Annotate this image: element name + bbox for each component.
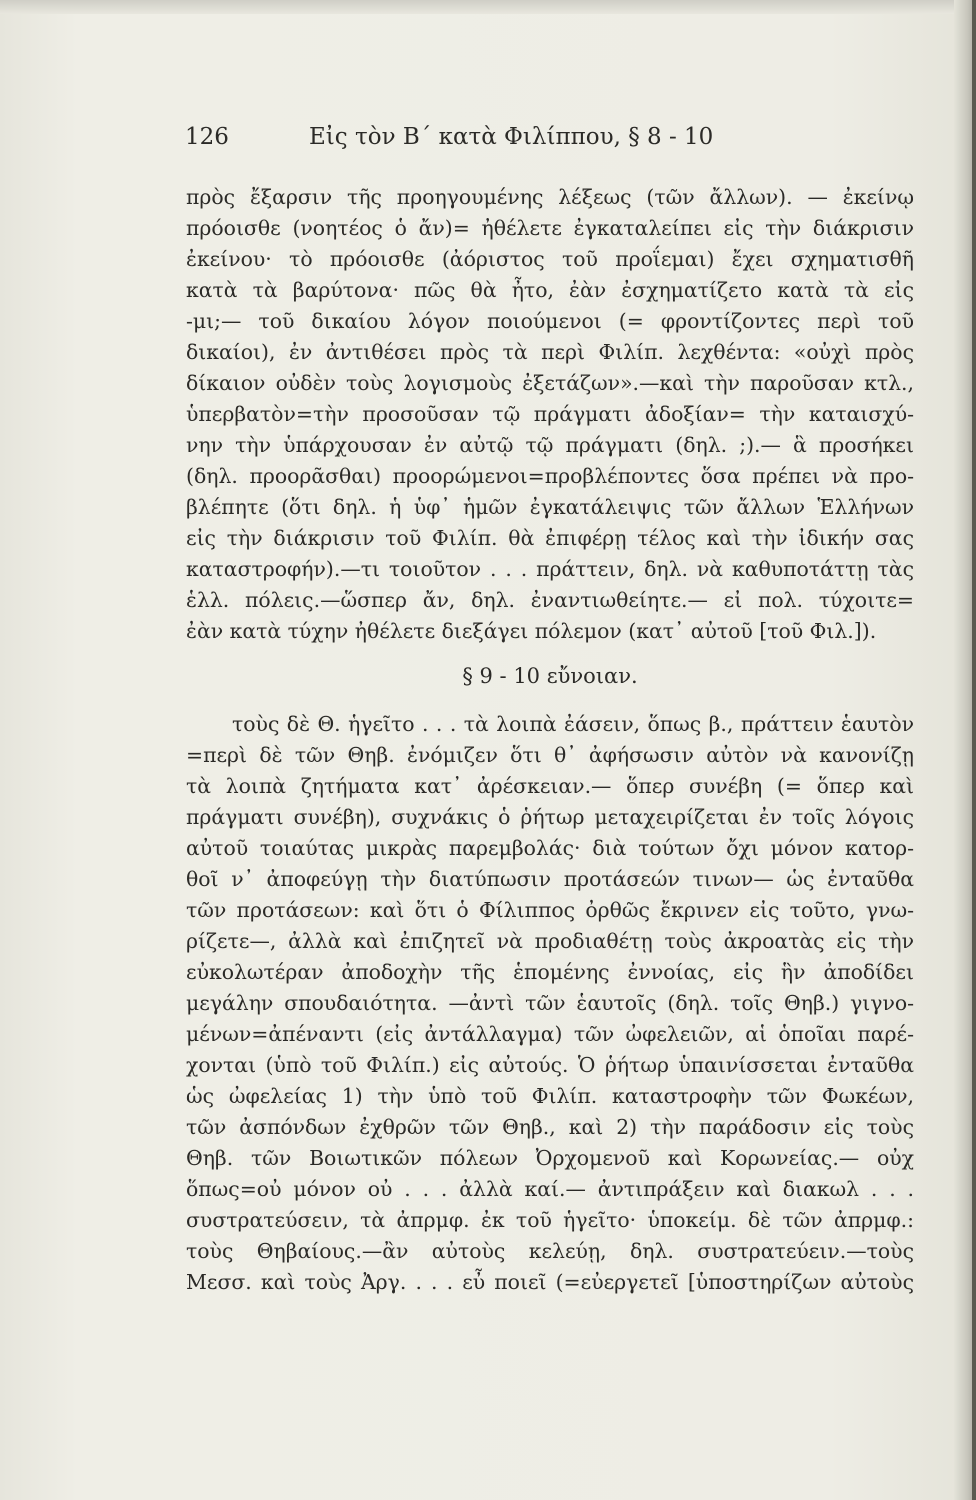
text-line: τὰ λοιπὰ ζητήματα κατ᾽ ἀρέσκειαν.— ὅπερ συνέβη (= ὅπερ καὶ bbox=[186, 774, 914, 798]
text-line: (δηλ. προορᾶσθαι) προορώμενοι=προβλέποντες ὅσα πρέπει νὰ προ- bbox=[186, 464, 914, 488]
page-top-shadow bbox=[0, 0, 976, 14]
scan-edge bbox=[972, 0, 976, 1500]
text-line: ὑπερβατὸν=τὴν προσοῦσαν τῷ πράγματι ἀδοξίαν= τὴν καταισχύ- bbox=[186, 402, 914, 426]
running-title: Εἰς τὸν Β΄ κατὰ Φιλίππου, § 8 - 10 bbox=[309, 124, 714, 150]
text-line: συστρατεύσειν, τὰ ἀπρμφ. ἐκ τοῦ ἡγεῖτο· ὑποκείμ. δὲ τῶν ἀπρμφ.: bbox=[186, 1208, 914, 1232]
commentary-text bbox=[186, 182, 914, 1298]
text-line: τῶν προτάσεων: καὶ ὅτι ὁ Φίλιππος ὀρθῶς ἔκρινεν εἰς τοῦτο, γνω- bbox=[186, 898, 914, 922]
text-line: Θηβ. τῶν Βοιωτικῶν πόλεων Ὀρχομενοῦ καὶ Κορωνείας.— οὐχ bbox=[186, 1146, 914, 1170]
text-line: δίκαιον οὐδὲν τοὺς λογισμοὺς ἐξετάζων».—καὶ τὴν παροῦσαν κτλ., bbox=[186, 371, 914, 395]
text-line: πρὸς ἔξαρσιν τῆς προηγουμένης λέξεως (τῶν ἄλλων). — ἐκείνῳ bbox=[186, 185, 914, 209]
text-line: τοὺς Θηβαίους.—ἂν αὐτοὺς κελεύῃ, δηλ. συστρατεύειν.—τοὺς bbox=[186, 1239, 914, 1263]
text-line: μεγάλην σπουδαιότητα. —ἀντὶ τῶν ἑαυτοῖς (δηλ. τοῖς Θηβ.) γιγνο- bbox=[186, 991, 914, 1015]
text-line: τῶν ἀσπόνδων ἐχθρῶν τῶν Θηβ., καὶ 2) τὴν παράδοσιν εἰς τοὺς bbox=[186, 1115, 914, 1139]
text-line: ἐὰν κατὰ τύχην ἠθέλετε διεξάγει πόλεμον (κατ᾽ αὐτοῦ [τοῦ Φιλ.]). bbox=[186, 619, 877, 643]
text-line: νην τὴν ὑπάρχουσαν ἐν αὐτῷ τῷ πράγματι (δηλ. ;).— ἃ προσήκει bbox=[186, 433, 914, 457]
text-line: αὐτοῦ τοιαύτας μικρὰς παρεμβολάς· διὰ τούτων ὄχι μόνον κατορ- bbox=[186, 836, 914, 860]
text-line: ὡς ὠφελείας 1) τὴν ὑπὸ τοῦ Φιλίπ. καταστροφὴν τῶν Φωκέων, bbox=[186, 1084, 914, 1108]
section-8-paragraph bbox=[186, 182, 914, 647]
section-9-10-paragraph bbox=[186, 709, 914, 1298]
text-line: =περὶ δὲ τῶν Θηβ. ἐνόμιζεν ὅτι θ᾽ ἀφήσωσιν αὐτὸν νὰ κανονίζῃ bbox=[186, 743, 914, 767]
section-heading: § 9 - 10 εὔνοιαν. bbox=[462, 664, 638, 688]
text-line: καταστροφήν).—τι τοιοῦτον . . . πράττειν, δηλ. νὰ καθυποτάττῃ τὰς bbox=[186, 557, 914, 581]
running-header bbox=[185, 124, 765, 158]
text-line: πρόοισθε (νοητέος ὁ ἄν)= ἠθέλετε ἐγκαταλείπει εἰς τὴν διάκρισιν bbox=[186, 216, 914, 240]
text-line: ἐκείνου· τὸ πρόοισθε (ἀόριστος τοῦ προΐεμαι) ἔχει σχηματισθῆ bbox=[186, 247, 914, 271]
text-line: πράγματι συνέβη), συχνάκις ὁ ῥήτωρ μεταχειρίζεται ἐν τοῖς λόγοις bbox=[186, 805, 914, 829]
text-line: δικαίοι), ἐν ἀντιθέσει πρὸς τὰ περὶ Φιλίπ. λεχθέντα: «οὐχὶ πρὸς bbox=[186, 340, 914, 364]
text-line: ὅπως=οὐ μόνον οὐ . . . ἀλλὰ καί.— ἀντιπράξειν καὶ διακωλ . . . bbox=[186, 1177, 914, 1201]
text-line: ρίζετε—, ἀλλὰ καὶ ἐπιζητεῖ νὰ προδιαθέτῃ τοὺς ἀκροατὰς εἰς τὴν bbox=[186, 929, 914, 953]
text-line: τοὺς δὲ Θ. ἡγεῖτο . . . τὰ λοιπὰ ἐάσειν, ὅπως β., πράττειν ἑαυτὸν bbox=[232, 712, 914, 736]
text-line: κατὰ τὰ βαρύτονα· πῶς θὰ ἦτο, ἐὰν ἐσχηματίζετο κατὰ τὰ εἰς bbox=[186, 278, 914, 302]
text-line: εὐκολωτέραν ἀποδοχὴν τῆς ἑπομένης ἐννοίας, εἰς ἣν ἀποδίδει bbox=[186, 960, 914, 984]
text-line: -μι;— τοῦ δικαίου λόγον ποιούμενοι (= φροντίζοντες περὶ τοῦ bbox=[186, 309, 914, 333]
text-line: μένων=ἀπέναντι (εἰς ἀντάλλαγμα) τῶν ὠφελειῶν, αἱ ὁποῖαι παρέ- bbox=[186, 1022, 914, 1046]
text-line: βλέπητε (ὅτι δηλ. ἡ ὑφ᾽ ἡμῶν ἐγκατάλειψις τῶν ἄλλων Ἑλλήνων bbox=[186, 495, 914, 519]
text-line: χονται (ὑπὸ τοῦ Φιλίπ.) εἰς αὐτούς. Ὁ ῥήτωρ ὑπαινίσσεται ἐνταῦθα bbox=[186, 1053, 914, 1077]
text-line: εἰς τὴν διάκρισιν τοῦ Φιλίπ. θὰ ἐπιφέρῃ τέλος καὶ τὴν ἰδικήν σας bbox=[186, 526, 914, 550]
text-line: Μεσσ. καὶ τοὺς Ἀργ. . . . εὖ ποιεῖ (=εὐεργετεῖ [ὑποστηρίζων αὐτοὺς bbox=[186, 1270, 914, 1294]
page-number: 126 bbox=[185, 124, 229, 150]
text-line: θοῖ ν᾽ ἀποφεύγῃ τὴν διατύπωσιν προτάσεών τινων— ὡς ἐνταῦθα bbox=[186, 867, 914, 891]
text-line: ἑλλ. πόλεις.—ὥσπερ ἄν, δηλ. ἐναντιωθείητε.— εἰ πολ. τύχοιτε= bbox=[186, 588, 914, 612]
